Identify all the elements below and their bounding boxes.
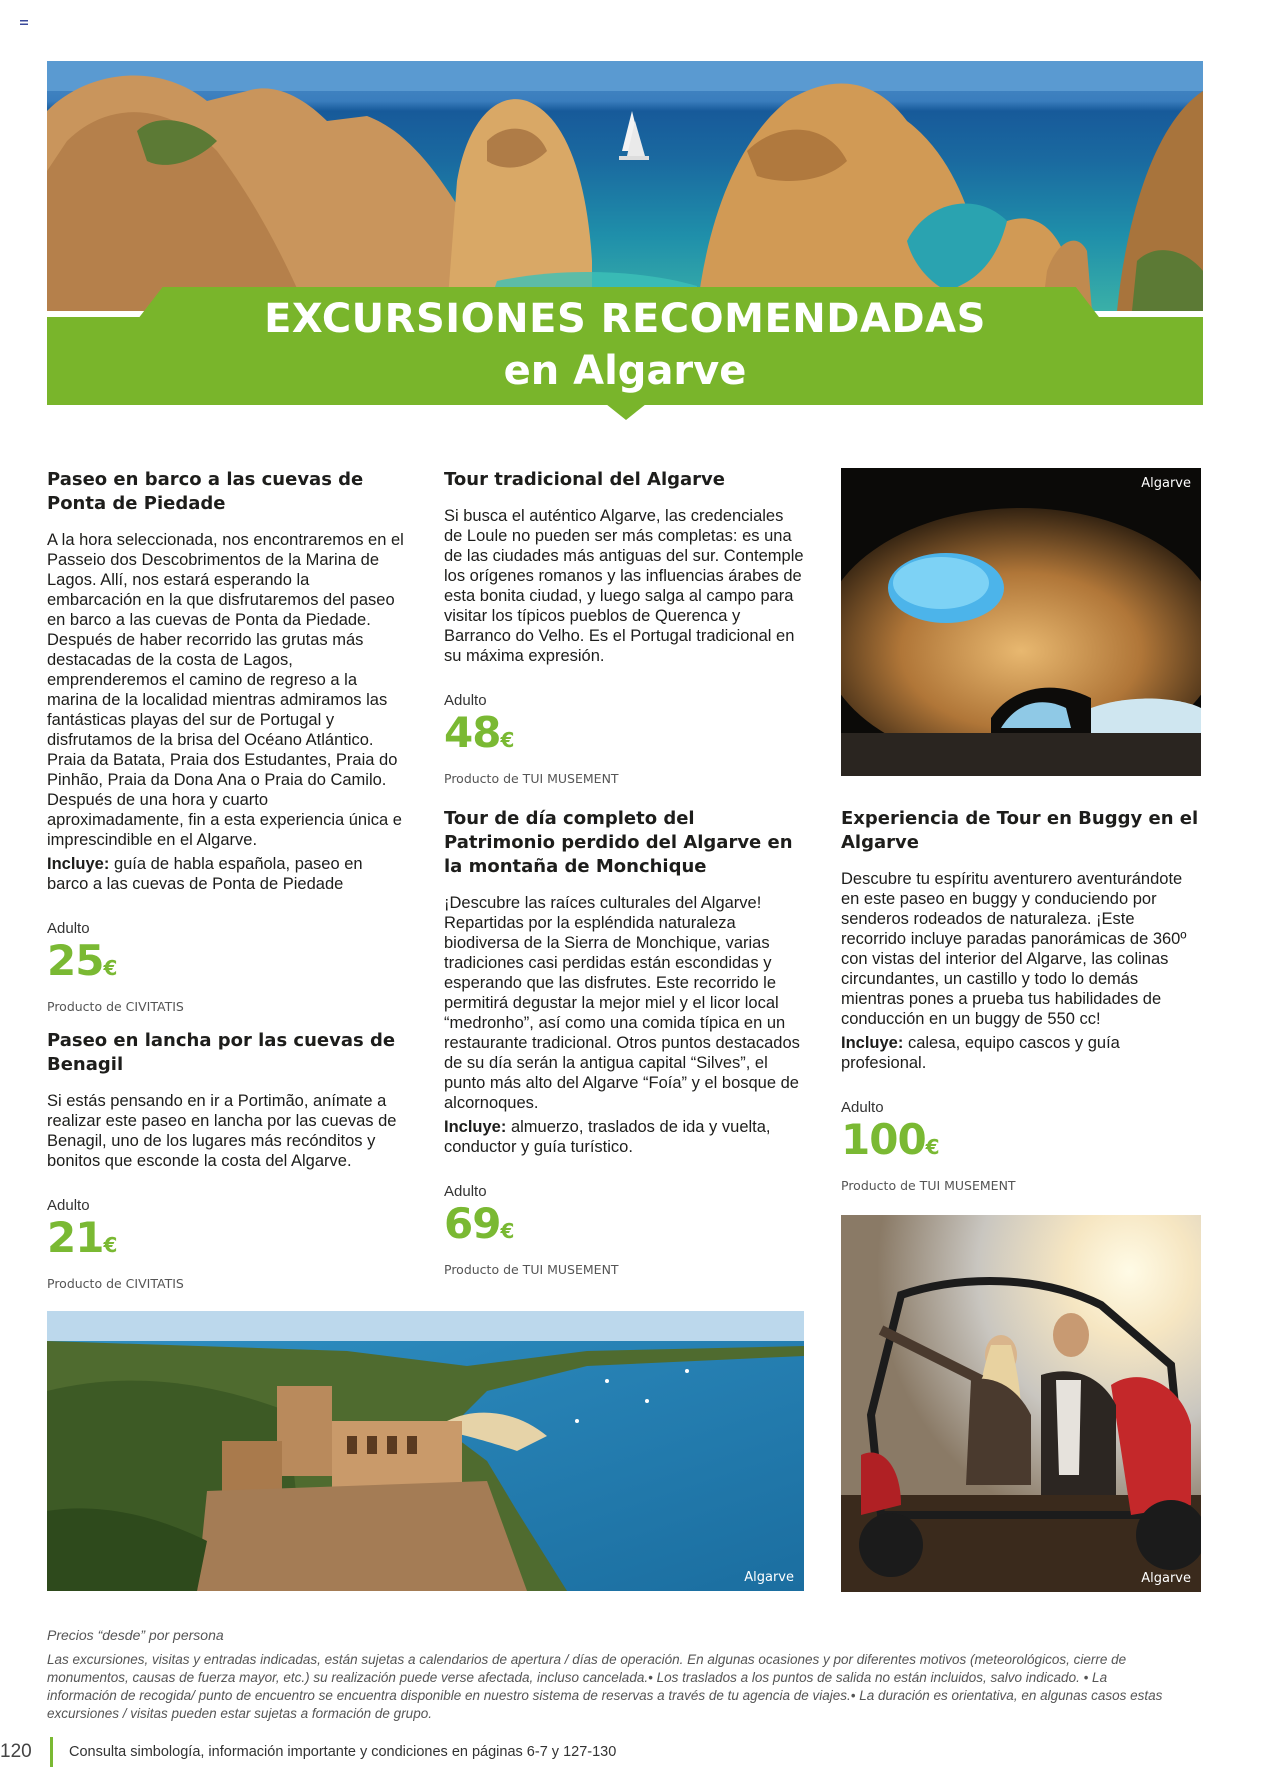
currency-symbol: € (500, 728, 515, 752)
excursion-description: ¡Descubre las raíces culturales del Algarve! Repartidas por la espléndida naturaleza biodiversa de la Sierra de Monchique, varias tradiciones casi perdidas están escondidas y esperando que las disfrutes. Este recorrido le permitirá degustar la mejor miel y el licor local “medronho”, así como una comida típica en un restaurante tradicional. Otros puntos destacados de su día serán la antigua capital “Silves”, el punto más alto del Algarve “Foía” y el bosque de alcornoques. (444, 894, 800, 1112)
includes-label: Incluye: (47, 855, 110, 873)
page-divider (50, 1737, 53, 1767)
price (47, 1215, 407, 1268)
includes-text: calesa, equipo cascos y guía profesional. (841, 1034, 1120, 1072)
excursion-title: Tour tradicional del Algarve (444, 469, 725, 490)
includes-text: almuerzo, traslados de ida y vuelta, conductor y guía turístico. (444, 1118, 771, 1156)
price-label: Adulto (444, 1183, 487, 1200)
buggy-photo (841, 1215, 1201, 1592)
hero-photo (47, 61, 1203, 311)
currency-symbol: € (500, 1219, 515, 1243)
excursion-buggy (841, 807, 1201, 1196)
photo-caption: Algarve (744, 1570, 794, 1585)
prices-note: Precios “desde” por persona (47, 1627, 224, 1643)
photo-caption: Algarve (1141, 476, 1191, 491)
photo-caption: Algarve (1141, 1571, 1191, 1586)
price-value: 100 (841, 1115, 926, 1164)
price-value: 48 (444, 708, 501, 757)
provider-name: Producto de CIVITATIS (47, 999, 184, 1014)
excursion-title: Paseo en lancha por las cuevas de Benagil (47, 1030, 396, 1075)
provider-name: Producto de TUI MUSEMENT (444, 1262, 619, 1277)
price (444, 1201, 804, 1254)
page-title-line2: en Algarve (503, 348, 747, 394)
includes-label: Incluye: (444, 1118, 507, 1136)
provider-name: Producto de CIVITATIS (47, 1276, 184, 1291)
includes-text: guía de habla española, paseo en barco a las cuevas de Ponta de Piedade (47, 855, 363, 893)
currency-symbol: € (925, 1135, 940, 1159)
price (444, 710, 804, 763)
excursion-benagil (47, 1029, 407, 1294)
page-number: 120 (0, 1741, 32, 1762)
page-title-line1: EXCURSIONES RECOMENDADAS (264, 296, 986, 342)
excursion-includes (444, 1117, 804, 1157)
currency-symbol: € (103, 956, 118, 980)
price-value: 21 (47, 1213, 104, 1262)
includes-label: Incluye: (841, 1034, 904, 1052)
excursion-monchique (444, 807, 804, 1280)
terms-notes: Las excursiones, visitas y entradas indicadas, están sujetas a calendarios de apertura / días de operación. En algunas ocasiones y por diferentes motivos (meteorológicos, cierre de monumentos, causas de fuerza mayor, etc.) su realización puede verse afectada, incluso cancelada.• Los traslados a los puntos de salida no están incluidos, salvo indicado. • La información de recogida/ punto de encuentro se encuentra disponible en nuestro sistema de reservas a través de tu agencia de viajes.• La duración es orientativa, en algunas casos estas excursiones / visitas pueden estar sujetas a formación de grupo. (47, 1652, 1163, 1721)
currency-symbol: € (103, 1233, 118, 1257)
excursion-description: Descubre tu espíritu aventurero aventurándote en este paseo en buggy y conduciendo por senderos rodeados de naturaleza. ¡Este recorrido incluye paradas panorámicas de 360º con vistas del interior del Algarve, las colinas circundantes, un castillo y todo lo demás mientras pones a prueba tus habilidades de conducción en un buggy de 550 cc! (841, 870, 1187, 1028)
excursion-tour-tradicional (444, 468, 804, 789)
price-value: 69 (444, 1199, 501, 1248)
provider-name: Producto de TUI MUSEMENT (841, 1178, 1016, 1193)
price-label: Adulto (444, 692, 487, 709)
cave-photo (841, 468, 1201, 776)
price-label: Adulto (841, 1099, 884, 1116)
provider-name: Producto de TUI MUSEMENT (444, 771, 619, 786)
excursion-title: Tour de día completo del Patrimonio perdido del Algarve en la montaña de Monchique (444, 808, 793, 877)
hero-banner (47, 61, 1203, 405)
page-title (47, 293, 1203, 397)
excursion-description: A la hora seleccionada, nos encontraremos en el Passeio dos Descobrimentos de la Marina de Lagos. Allí, nos estará esperando la embarcación en la que disfrutaremos del paseo en barco a las cuevas de Ponta da Piedade. Después de haber recorrido las grutas más destacadas de la costa de Lagos, emprenderemos el camino de regreso a la marina de la localidad mientras admiramos las fantásticas playas del sur de Portugal y disfrutamos de la brisa del Océano Atlántico. Praia da Batata, Praia dos Estudantes, Praia do Pinhão, Praia da Dona Ana o Praia do Camilo. Después de una hora y cuarto aproximadamente, fin a esta experiencia única e imprescindible en el Algarve. (47, 531, 404, 849)
price-label: Adulto (47, 1197, 90, 1214)
excursion-includes (841, 1033, 1201, 1073)
conditions-note: Consulta simbología, información importante y condiciones en páginas 6-7 y 127-130 (69, 1744, 617, 1760)
excursion-title: Paseo en barco a las cuevas de Ponta de Piedade (47, 469, 364, 514)
coast-castle-photo (47, 1311, 804, 1591)
excursion-includes (47, 854, 407, 894)
price (47, 938, 407, 991)
flag-icon (20, 20, 28, 25)
price-value: 25 (47, 936, 104, 985)
hero-arrow-icon (606, 404, 646, 420)
excursion-description: Si busca el auténtico Algarve, las credenciales de Loule no pueden ser más completas: es una de las ciudades más antiguas del sur. Contemple los orígenes romanos y las influencias árabes de esta bonita ciudad, y luego salga al campo para visitar los típicos pueblos de Querenca y Barranco do Velho. Es el Portugal tradicional en su máxima expresión. (444, 507, 804, 665)
excursion-title: Experiencia de Tour en Buggy en el Algarve (841, 808, 1199, 853)
excursion-ponta-piedade (47, 468, 407, 1017)
price-label: Adulto (47, 920, 90, 937)
price (841, 1117, 1201, 1170)
excursion-description: Si estás pensando en ir a Portimão, anímate a realizar este paseo en lancha por las cuevas de Benagil, uno de los lugares más recónditos y bonitos que esconde la costa del Algarve. (47, 1092, 397, 1170)
